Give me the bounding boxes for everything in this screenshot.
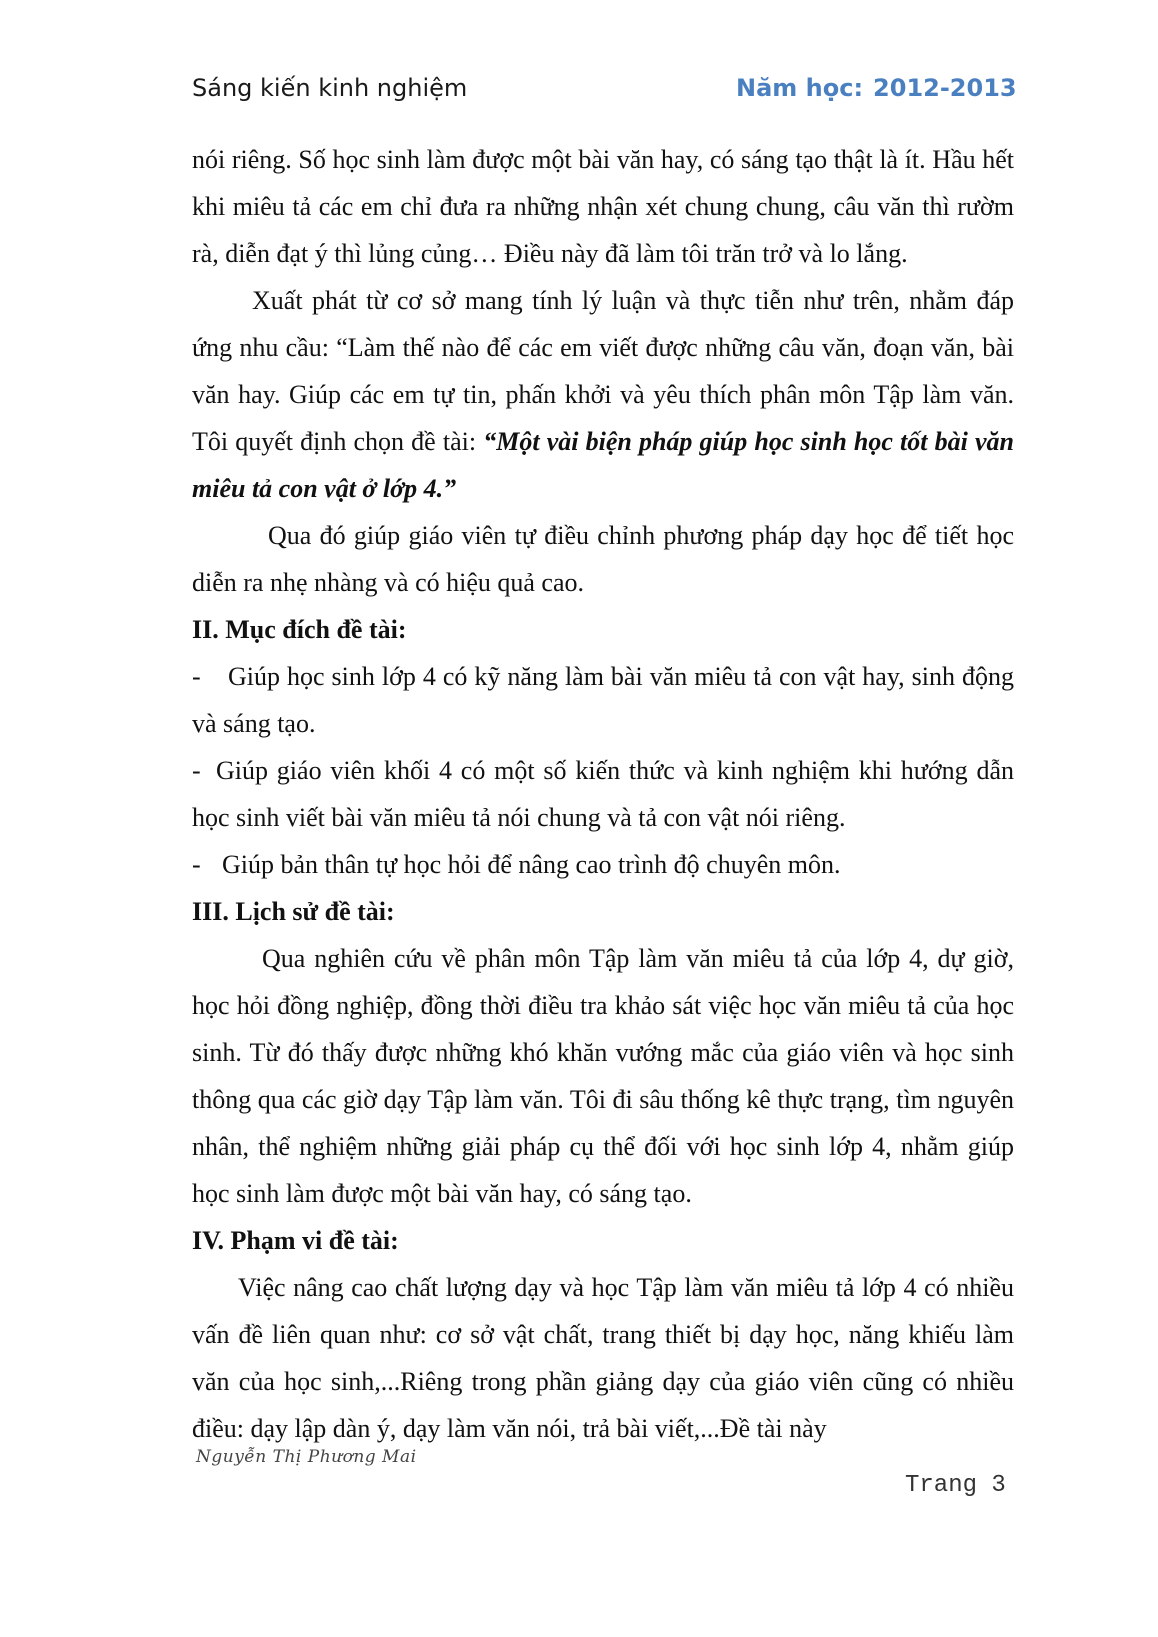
bullet-dash: -	[192, 756, 201, 785]
paragraph-5: Việc nâng cao chất lượng dạy và học Tập làm văn miêu tả lớp 4 có nhiều vấn đề liên quan như: cơ sở vật chất, trang thiết bị dạy học, năng khiếu làm văn của học sinh,...Riêng trong phần giảng dạy của giáo viên cũng có nhiều điều: dạy lập dàn ý, dạy làm văn nói, trả bài viết,...Đề tài này	[192, 1273, 1014, 1443]
school-year-label: Năm học:	[736, 74, 864, 102]
bullet-3-text: Giúp bản thân tự học hỏi để nâng cao trình độ chuyên môn.	[222, 850, 841, 879]
bullet-dash: -	[192, 850, 201, 879]
author-signature: Nguyễn Thị Phương Mai	[196, 1447, 417, 1467]
bullet-dash: -	[192, 662, 201, 691]
school-year-value: 2012-2013	[873, 74, 1017, 102]
header-school-year	[736, 74, 1017, 102]
page-number: Trang 3	[905, 1472, 1006, 1499]
paragraph-2-text: Xuất phát từ cơ sở mang tính lý luận và thực tiễn như trên, nhằm đáp ứng nhu cầu: “Làm thế nào để các em viết được những câu văn, đoạn văn, bài văn hay. Giúp các em tự tin, phấn khởi và yêu thích phân môn Tập làm văn. Tôi quyết định chọn đề tài:	[192, 286, 1014, 456]
paragraph-2	[192, 277, 1014, 512]
bullet-3	[192, 841, 1014, 888]
topic-title: “Một vài biện pháp giúp học sinh học tốt bài văn miêu tả con vật ở lớp 4.”	[192, 427, 1015, 503]
bullet-2-text: Giúp giáo viên khối 4 có một số kiến thức và kinh nghiệm khi hướng dẫn học sinh viết bài văn miêu tả nói chung và tả con vật nói riêng.	[192, 756, 1014, 832]
paragraph-4: Qua nghiên cứu về phân môn Tập làm văn miêu tả của lớp 4, dự giờ, học hỏi đồng nghiệp, đồng thời điều tra khảo sát việc học văn miêu tả của học sinh. Từ đó thấy được những khó khăn vướng mắc của giáo viên và học sinh thông qua các giờ dạy Tập làm văn. Tôi đi sâu thống kê thực trạng, tìm nguyên nhân, thể nghiệm những giải pháp cụ thể đối với học sinh lớp 4, nhằm giúp học sinh làm được một bài văn hay, có sáng tạo.	[192, 944, 1014, 1208]
body-text	[192, 136, 1014, 1452]
bullet-1-text: Giúp học sinh lớp 4 có kỹ năng làm bài văn miêu tả con vật hay, sinh động và sáng tạo.	[192, 662, 1014, 738]
header-title: Sáng kiến kinh nghiệm	[192, 74, 468, 102]
paragraph-1: nói riêng. Số học sinh làm được một bài văn hay, có sáng tạo thật là ít. Hầu hết khi miêu tả các em chỉ đưa ra những nhận xét chung chung, câu văn thì rườm rà, diễn đạt ý thì lủng củng… Điều này đã làm tôi trăn trở và lo lắng.	[192, 145, 1014, 268]
section-heading-iii: III. Lịch sử đề tài:	[192, 897, 395, 926]
bullet-2	[192, 747, 1014, 841]
bullet-1	[192, 653, 1014, 747]
section-heading-iv: IV. Phạm vi đề tài:	[192, 1226, 399, 1255]
paragraph-3: Qua đó giúp giáo viên tự điều chỉnh phương pháp dạy học để tiết học diễn ra nhẹ nhàng và có hiệu quả cao.	[192, 521, 1014, 597]
section-heading-ii: II. Mục đích đề tài:	[192, 615, 407, 644]
